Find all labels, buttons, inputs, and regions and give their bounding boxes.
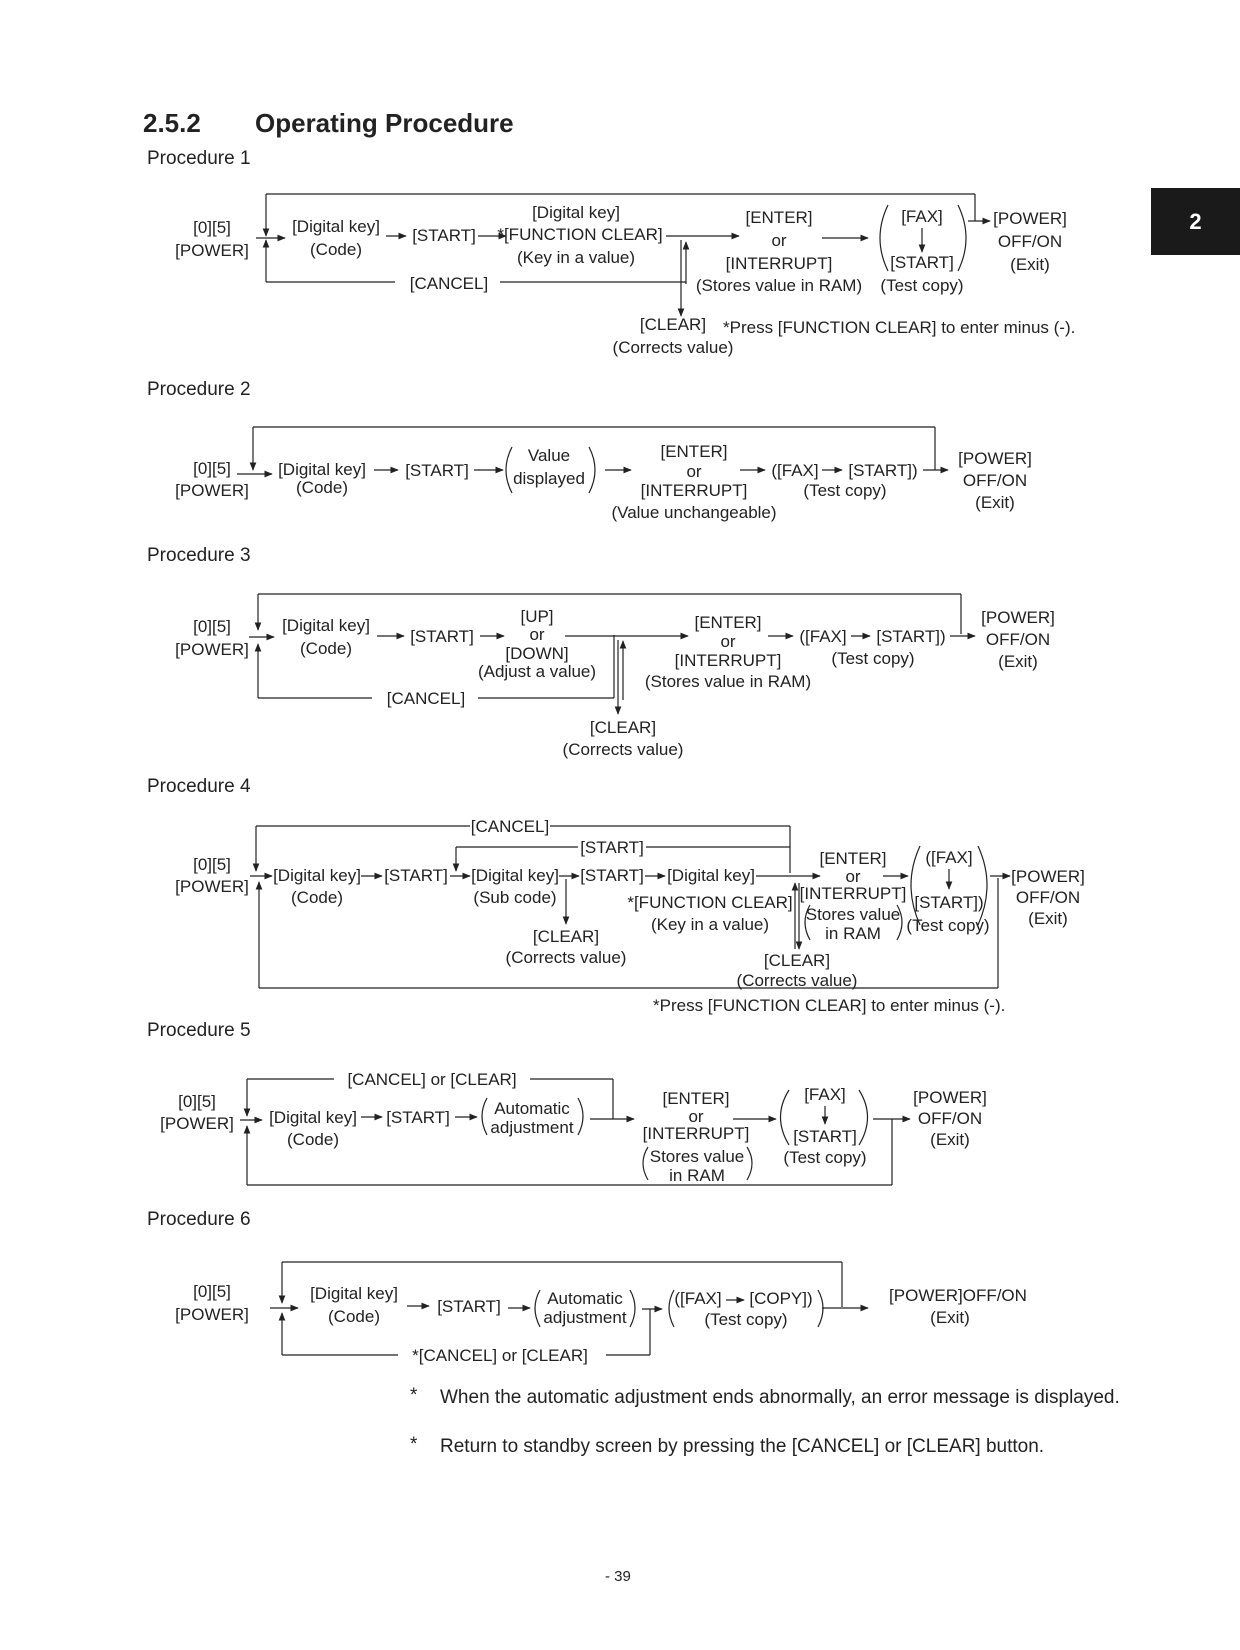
procedure-1-title: Procedure 1 bbox=[147, 148, 251, 169]
p1-power: [POWER] bbox=[993, 209, 1067, 228]
procedure-2-diagram bbox=[175, 427, 1032, 522]
p6-code: (Code) bbox=[328, 1307, 380, 1326]
p6-automatic: Automatic bbox=[547, 1289, 623, 1308]
note-1-text: When the automatic adjustment ends abnormally, an error message is displayed. bbox=[440, 1387, 1120, 1408]
p1-offon: OFF/ON bbox=[997, 232, 1063, 251]
p1-corrects: (Corrects value) bbox=[612, 338, 734, 357]
p5-adjustment: adjustment bbox=[490, 1118, 574, 1137]
procedure-5-title: Procedure 5 bbox=[147, 1020, 251, 1041]
p1-key-top: [Digital key] bbox=[532, 203, 620, 222]
p1-cancel: [CANCEL] bbox=[409, 274, 489, 293]
p3-down: [DOWN] bbox=[505, 644, 569, 663]
p3-clear: [CLEAR] bbox=[589, 718, 657, 737]
p2-exit: (Exit) bbox=[975, 493, 1015, 512]
p1-start2: [START] bbox=[890, 253, 954, 272]
p5-offon: OFF/ON bbox=[917, 1109, 983, 1128]
note-2-text: Return to standby screen by pressing the [CANCEL] or [CLEAR] button. bbox=[440, 1436, 1045, 1457]
p4-digital-key2: [Digital key] bbox=[471, 866, 559, 885]
p1-exit: (Exit) bbox=[1010, 255, 1050, 274]
procedure-3-diagram bbox=[175, 594, 1055, 759]
section-title: Operating Procedure bbox=[255, 108, 514, 138]
p6-fax-copy-b: [COPY]) bbox=[749, 1289, 813, 1308]
p5-cancel-clear: [CANCEL] or [CLEAR] bbox=[347, 1070, 517, 1089]
p5-digital-key: [Digital key] bbox=[269, 1108, 357, 1127]
p3-entry-b: [POWER] bbox=[175, 640, 249, 659]
p6-fax-copy-a: ([FAX] bbox=[674, 1289, 722, 1308]
p4-start2: [START] bbox=[580, 866, 644, 885]
procedure-6-diagram bbox=[175, 1262, 1027, 1365]
p6-test-copy: (Test copy) bbox=[704, 1310, 788, 1329]
p1-entry-b: [POWER] bbox=[175, 241, 249, 260]
p2-value: Value bbox=[527, 446, 571, 465]
p2-offon: OFF/ON bbox=[962, 471, 1028, 490]
p3-test-copy: (Test copy) bbox=[831, 649, 915, 668]
p2-digital-key: [Digital key] bbox=[278, 460, 366, 479]
p4-entry-b: [POWER] bbox=[175, 877, 249, 896]
p5-test-copy: (Test copy) bbox=[783, 1148, 867, 1167]
p1-interrupt: [INTERRUPT] bbox=[725, 254, 833, 273]
p2-or: or bbox=[686, 462, 702, 481]
p4-clear: [CLEAR] bbox=[532, 927, 600, 946]
p2-power: [POWER] bbox=[958, 449, 1032, 468]
p1-fax: [FAX] bbox=[901, 207, 943, 226]
p5-or: or bbox=[688, 1107, 704, 1126]
p4-start: [START] bbox=[384, 866, 448, 885]
p5-fax: [FAX] bbox=[804, 1085, 846, 1104]
procedure-4-title: Procedure 4 bbox=[147, 776, 251, 797]
p5-start2: [START] bbox=[793, 1127, 857, 1146]
p6-power-offon: [POWER]OFF/ON bbox=[889, 1286, 1027, 1305]
p4-note: *Press [FUNCTION CLEAR] to enter minus (-). bbox=[653, 996, 1006, 1015]
procedure-4-diagram bbox=[175, 817, 1085, 1015]
p3-stores-ram: (Stores value in RAM) bbox=[644, 672, 812, 691]
p5-in-ram: in RAM bbox=[669, 1166, 725, 1185]
p3-or2: or bbox=[720, 632, 736, 651]
p4-digital-key3: [Digital key] bbox=[667, 866, 755, 885]
p4-corrects: (Corrects value) bbox=[505, 948, 627, 967]
p3-cancel: [CANCEL] bbox=[386, 689, 466, 708]
p4-in-ram: in RAM bbox=[825, 924, 881, 943]
p4-cancel: [CANCEL] bbox=[470, 817, 550, 836]
p3-interrupt: [INTERRUPT] bbox=[674, 651, 782, 670]
p3-start2: [START]) bbox=[876, 627, 946, 646]
p3-or: or bbox=[529, 625, 545, 644]
p5-power: [POWER] bbox=[913, 1088, 987, 1107]
procedure-3-title: Procedure 3 bbox=[147, 545, 251, 566]
p5-entry-b: [POWER] bbox=[160, 1114, 234, 1133]
p1-note: *Press [FUNCTION CLEAR] to enter minus (-). bbox=[723, 318, 1076, 337]
p3-corrects: (Corrects value) bbox=[562, 740, 684, 759]
p5-interrupt: [INTERRUPT] bbox=[642, 1124, 750, 1143]
procedure-6-title: Procedure 6 bbox=[147, 1209, 251, 1230]
p2-test-copy: (Test copy) bbox=[803, 481, 887, 500]
page-number: - 39 bbox=[605, 1568, 631, 1585]
procedure-1-diagram bbox=[175, 194, 1075, 357]
p1-key-in: (Key in a value) bbox=[516, 248, 636, 267]
p3-exit: (Exit) bbox=[998, 652, 1038, 671]
p5-entry-a: [0][5] bbox=[178, 1092, 216, 1111]
p2-entry-a: [0][5] bbox=[193, 459, 231, 478]
p6-cancel-clear: *[CANCEL] or [CLEAR] bbox=[412, 1346, 588, 1365]
p2-fax-start: ([FAX] bbox=[771, 461, 819, 480]
p2-unchangeable: (Value unchangeable) bbox=[611, 503, 777, 522]
p6-adjustment: adjustment bbox=[543, 1308, 627, 1327]
p2-start: [START] bbox=[405, 461, 469, 480]
p6-exit: (Exit) bbox=[930, 1308, 970, 1327]
p4-enter: [ENTER] bbox=[819, 849, 887, 868]
p1-clear: [CLEAR] bbox=[639, 315, 707, 334]
p3-enter: [ENTER] bbox=[694, 613, 762, 632]
note-2-marker: * bbox=[410, 1434, 418, 1455]
p4-digital-key: [Digital key] bbox=[273, 866, 361, 885]
p3-entry-a: [0][5] bbox=[193, 617, 231, 636]
p6-entry-a: [0][5] bbox=[193, 1282, 231, 1301]
p2-interrupt: [INTERRUPT] bbox=[640, 481, 748, 500]
p5-code: (Code) bbox=[287, 1130, 339, 1149]
p1-start: [START] bbox=[412, 226, 476, 245]
note-1-marker: * bbox=[410, 1385, 418, 1406]
p2-code: (Code) bbox=[296, 478, 348, 497]
p3-digital-key: [Digital key] bbox=[282, 616, 370, 635]
p4-entry-a: [0][5] bbox=[193, 855, 231, 874]
p1-entry-a: [0][5] bbox=[193, 218, 231, 237]
p1-test-copy: (Test copy) bbox=[880, 276, 964, 295]
p5-enter: [ENTER] bbox=[662, 1089, 730, 1108]
p4-function-clear: *[FUNCTION CLEAR] bbox=[627, 893, 793, 912]
p4-power: [POWER] bbox=[1011, 867, 1085, 886]
p4-offon: OFF/ON bbox=[1015, 888, 1081, 907]
p3-power: [POWER] bbox=[981, 608, 1055, 627]
p1-or: or bbox=[771, 231, 787, 250]
p4-or: or bbox=[845, 867, 861, 886]
p6-entry-b: [POWER] bbox=[175, 1305, 249, 1324]
p3-start: [START] bbox=[410, 627, 474, 646]
p4-stores: Stores value bbox=[805, 905, 901, 924]
p2-enter: [ENTER] bbox=[660, 442, 728, 461]
p3-code: (Code) bbox=[300, 639, 352, 658]
p4-sub-code: (Sub code) bbox=[473, 888, 557, 907]
p4-clear2: [CLEAR] bbox=[763, 951, 831, 970]
p1-digital-key: [Digital key] bbox=[292, 217, 380, 236]
p6-digital-key: [Digital key] bbox=[310, 1284, 398, 1303]
p4-fax: ([FAX] bbox=[925, 848, 973, 867]
chapter-tab: 2 bbox=[1151, 188, 1240, 255]
p1-function-clear: *[FUNCTION CLEAR] bbox=[497, 225, 663, 244]
p4-exit: (Exit) bbox=[1028, 909, 1068, 928]
p6-start: [START] bbox=[437, 1297, 501, 1316]
p4-start3: [START]) bbox=[914, 893, 984, 912]
p2-displayed: displayed bbox=[513, 469, 585, 488]
section-number: 2.5.2 bbox=[143, 108, 201, 138]
p1-stores-ram: (Stores value in RAM) bbox=[695, 276, 863, 295]
p4-start-loop: [START] bbox=[580, 838, 644, 857]
p2-entry-b: [POWER] bbox=[175, 481, 249, 500]
p3-offon: OFF/ON bbox=[985, 630, 1051, 649]
p4-test-copy: (Test copy) bbox=[906, 916, 990, 935]
p1-code: (Code) bbox=[310, 240, 362, 259]
p4-key-in: (Key in a value) bbox=[650, 915, 770, 934]
p5-stores: Stores value bbox=[649, 1147, 745, 1166]
p2-start2: [START]) bbox=[848, 461, 918, 480]
p3-fax-start: ([FAX] bbox=[799, 627, 847, 646]
p4-interrupt: [INTERRUPT] bbox=[799, 884, 907, 903]
p1-enter: [ENTER] bbox=[745, 208, 813, 227]
procedure-2-title: Procedure 2 bbox=[147, 379, 251, 400]
p3-adjust: (Adjust a value) bbox=[477, 662, 597, 681]
p5-automatic: Automatic bbox=[494, 1099, 570, 1118]
p4-code: (Code) bbox=[291, 888, 343, 907]
p5-start: [START] bbox=[386, 1108, 450, 1127]
p4-corrects2: (Corrects value) bbox=[736, 971, 858, 990]
p3-up: [UP] bbox=[520, 607, 554, 626]
procedure-5-diagram bbox=[160, 1070, 987, 1185]
p5-exit: (Exit) bbox=[930, 1130, 970, 1149]
